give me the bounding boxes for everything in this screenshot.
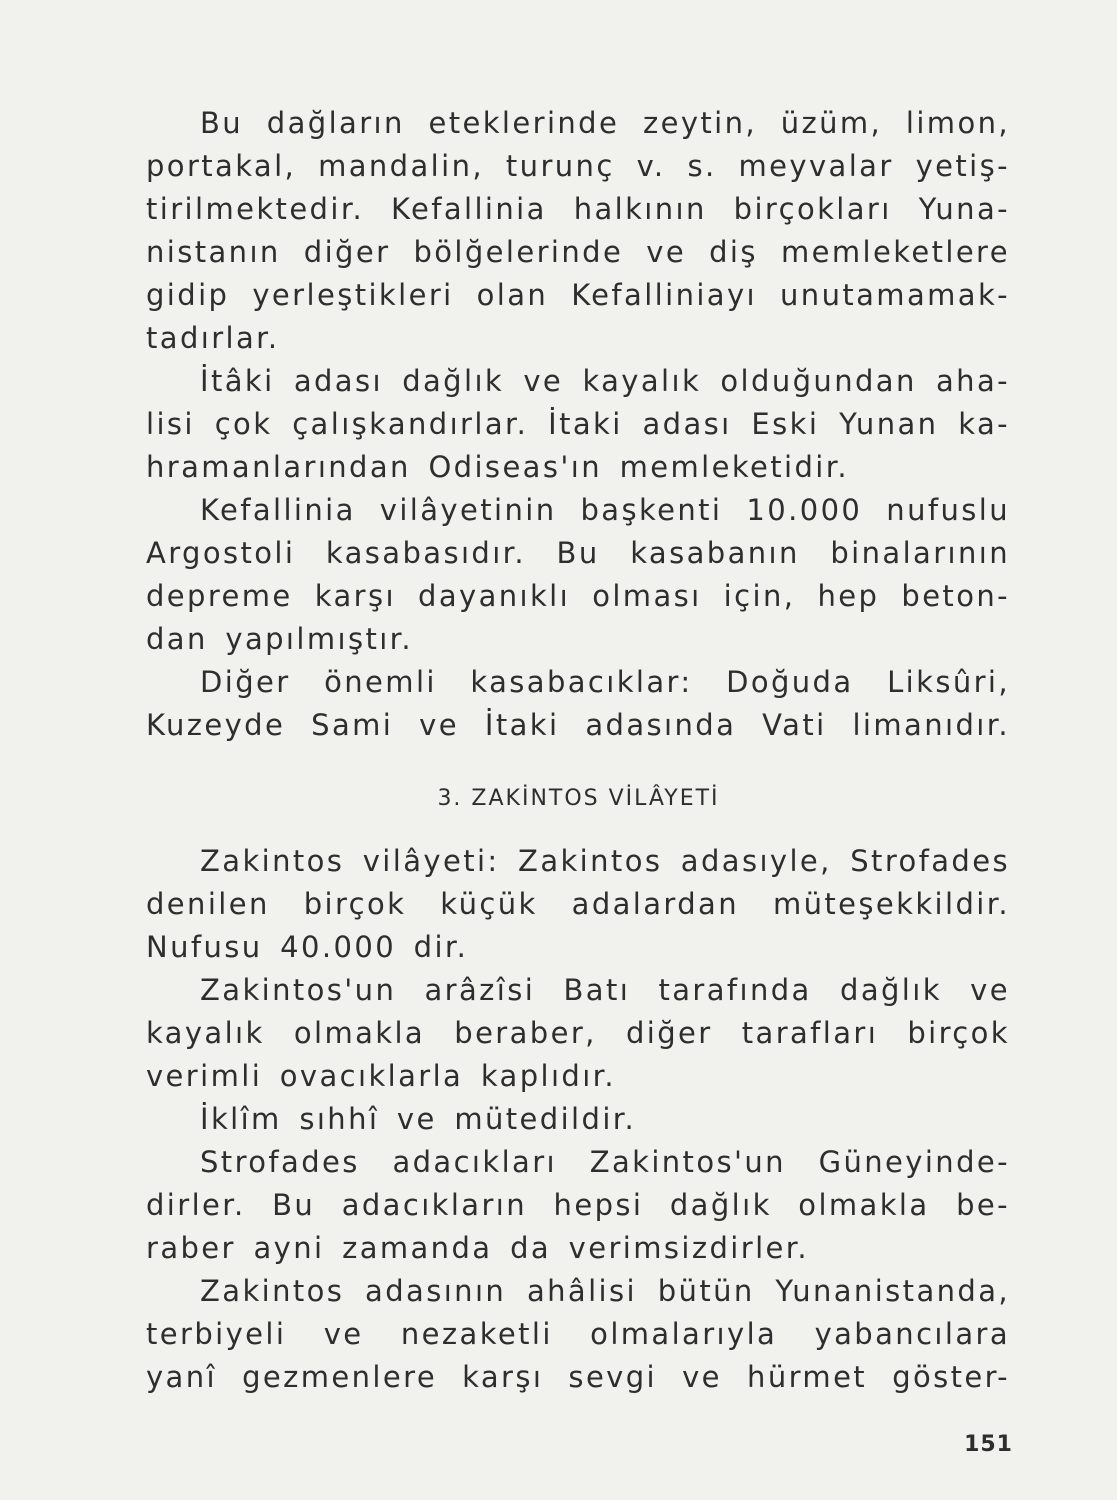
text-line: Strofades adacıkları Zakintos'un Güneyinde- bbox=[200, 1145, 1010, 1179]
text-line: raber ayni zamanda da verimsizdirler. bbox=[146, 1231, 810, 1265]
text-line: gidip yerleştikleri olan Kefalliniayı unutamamak- bbox=[146, 278, 1010, 312]
text-line: tadırlar. bbox=[146, 321, 280, 355]
text-line: Kefallinia vilâyetinin başkenti 10.000 nufuslu bbox=[200, 493, 1010, 527]
page-number: 151 bbox=[964, 1432, 1013, 1457]
text-line: Zakintos'un arâzîsi Batı tarafında dağlık ve bbox=[200, 973, 1010, 1007]
text-line: Kuzeyde Sami ve İtaki adasında Vati limanıdır. bbox=[146, 708, 1010, 742]
text-line: tirilmektedir. Kefallinia halkının birçokları Yuna- bbox=[146, 192, 1010, 226]
text-line: Zakintos adasının ahâlisi bütün Yunanistanda, bbox=[200, 1274, 1010, 1308]
text-line: İtâki adası dağlık ve kayalık olduğundan aha- bbox=[200, 364, 1010, 398]
text-line: denilen birçok küçük adalardan müteşekkildir. bbox=[146, 887, 1010, 921]
section-heading: 3. ZAKİNTOS VİLÂYETİ bbox=[437, 786, 720, 811]
text-line: İklîm sıhhî ve mütedildir. bbox=[200, 1102, 637, 1136]
text-line: verimli ovacıklarla kaplıdır. bbox=[146, 1059, 616, 1093]
text-line: depreme karşı dayanıklı olması için, hep beton- bbox=[146, 579, 1010, 613]
body-text-section-1 bbox=[146, 102, 1010, 747]
text-line: dan yapılmıştır. bbox=[146, 622, 413, 656]
text-line: Nufusu 40.000 dir. bbox=[146, 930, 469, 964]
body-text-section-2 bbox=[146, 840, 1010, 1399]
text-line: Diğer önemli kasabacıklar: Doğuda Liksûri, bbox=[200, 665, 1010, 699]
text-line: Zakintos vilâyeti: Zakintos adasıyle, Strofades bbox=[200, 844, 1010, 878]
text-line: dirler. Bu adacıkların hepsi dağlık olmakla be- bbox=[146, 1188, 1010, 1222]
text-line: portakal, mandalin, turunç v. s. meyvalar yetiş- bbox=[146, 149, 1010, 183]
text-line: nistanın diğer bölğelerinde ve diş memleketlere bbox=[146, 235, 1010, 269]
text-line: hramanlarından Odiseas'ın memleketidir. bbox=[146, 450, 850, 484]
text-line: terbiyeli ve nezaketli olmalarıyla yabancılara bbox=[146, 1317, 1010, 1351]
text-line: yanî gezmenlere karşı sevgi ve hürmet göster- bbox=[146, 1360, 1010, 1394]
text-line: Argostoli kasabasıdır. Bu kasabanın binalarının bbox=[146, 536, 1010, 570]
text-line: kayalık olmakla beraber, diğer tarafları birçok bbox=[146, 1016, 1010, 1050]
text-line: lisi çok çalışkandırlar. İtaki adası Eski Yunan ka- bbox=[146, 407, 1010, 441]
text-line: Bu dağların eteklerinde zeytin, üzüm, limon, bbox=[200, 106, 1010, 140]
